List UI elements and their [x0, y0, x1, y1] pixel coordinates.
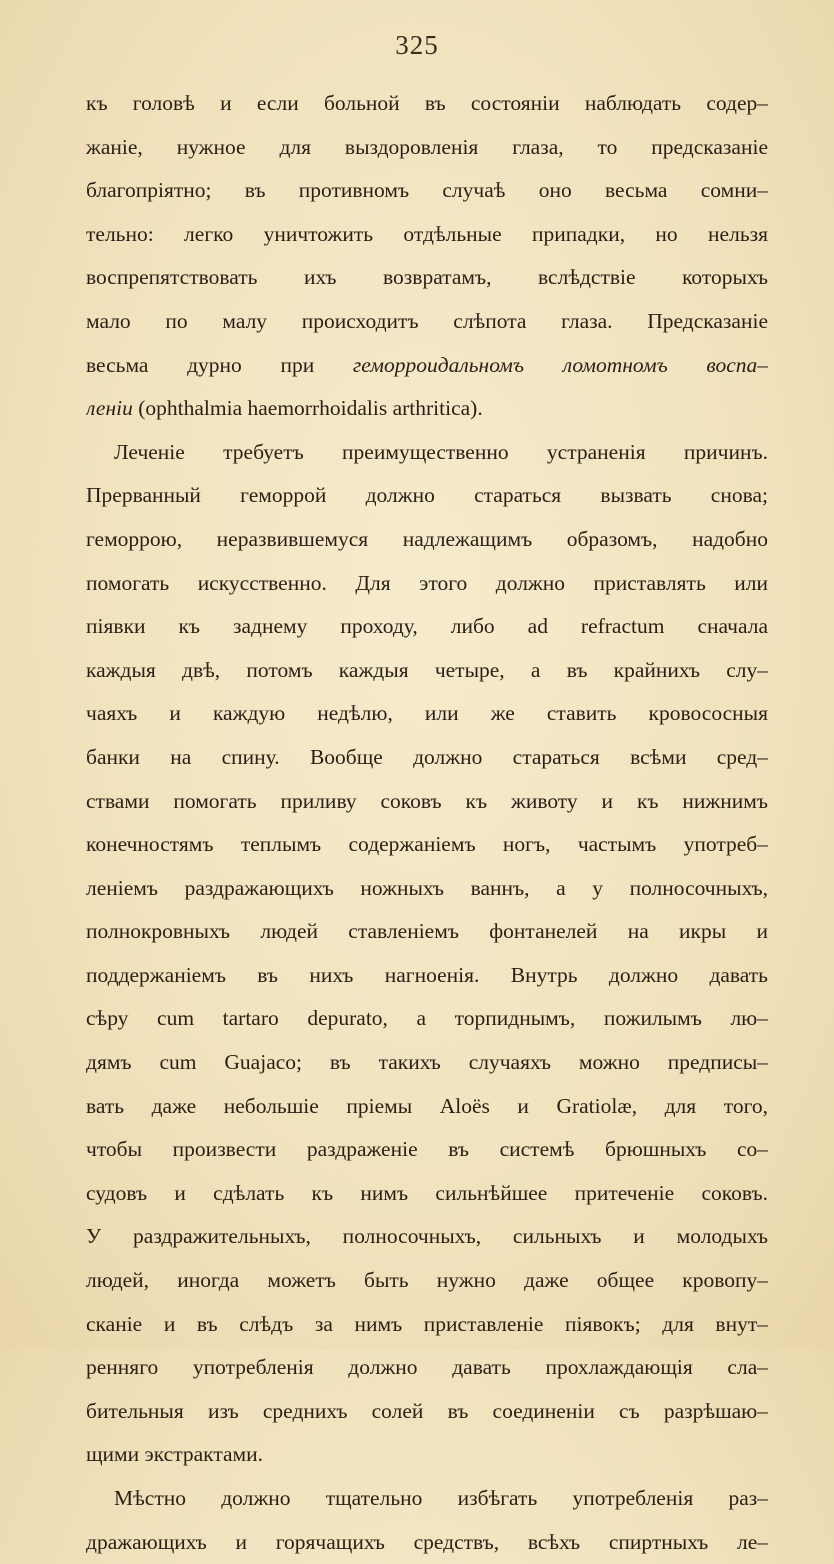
text-segment: бительныя изъ среднихъ солей въ соединеніи съ разрѣшаю– — [86, 1398, 768, 1423]
text-line — [86, 82, 768, 126]
text-line — [86, 1477, 768, 1521]
text-segment: леніемъ раздражающихъ ножныхъ ваннъ, а у полносочныхъ, — [86, 875, 768, 900]
text-segment: жаніе, нужное для выздоровленія глаза, то предсказаніе — [86, 134, 768, 159]
text-line — [86, 169, 768, 213]
text-line — [86, 736, 768, 780]
text-segment: ренняго употребленія должно давать прохлаждающія сла– — [86, 1355, 768, 1380]
text-segment: щими экстрактами. — [86, 1442, 264, 1467]
text-segment: Мѣстно должно тщательно избѣгать употребленія раз– — [114, 1486, 768, 1510]
text-segment: ствами помогать приливу соковъ къ животу и къ нижнимъ — [86, 788, 768, 813]
text-line — [86, 1259, 768, 1303]
text-segment: сѣру cum tartaro depurato, а торпиднымъ, пожилымъ лю– — [86, 1006, 768, 1031]
text-segment: чаяхъ и каждую недѣлю, или же ставить кровососныя — [86, 701, 768, 726]
text-segment: У раздражительныхъ, полносочныхъ, сильныхъ и молодыхъ — [86, 1224, 768, 1249]
text-segment: (ophthalmia haemorrhoidalis arthritica). — [132, 396, 483, 421]
text-segment: геморрою, неразвившемуся надлежащимъ образомъ, надобно — [86, 526, 768, 551]
text-line — [86, 1215, 768, 1259]
italic-text: леніи — [86, 396, 133, 421]
text-line — [86, 387, 768, 431]
text-line — [86, 562, 768, 606]
text-segment: мало по малу происходитъ слѣпота глаза. Предсказаніе — [86, 308, 768, 333]
text-segment: чтобы произвести раздраженіе въ системѣ брюшныхъ со– — [86, 1137, 768, 1162]
text-segment: полнокровныхъ людей ставленіемъ фонтанелей на икры и — [86, 919, 768, 944]
text-line — [86, 1303, 768, 1347]
text-segment: конечностямъ теплымъ содержаніемъ ногъ, частымъ употреб– — [86, 832, 768, 857]
text-segment: тельно: легко уничтожить отдѣльные припадки, но нельзя — [86, 221, 768, 246]
text-line — [86, 431, 768, 475]
italic-text: геморроидальномъ ломотномъ воспа– — [352, 352, 768, 377]
text-line — [86, 1041, 768, 1085]
text-segment: дямъ cum Guajaco; въ такихъ случаяхъ можно предписы– — [86, 1050, 768, 1075]
text-segment: поддержаніемъ въ нихъ нагноенія. Внутрь должно давать — [86, 962, 768, 987]
text-segment: вать даже небольшіе пріемы Aloës и Gratiolæ, для того, — [86, 1093, 768, 1118]
text-line — [86, 474, 768, 518]
text-line — [86, 910, 768, 954]
text-line — [86, 692, 768, 736]
text-line — [86, 1521, 768, 1564]
text-line — [86, 649, 768, 693]
text-line — [86, 823, 768, 867]
text-segment: воспрепятствовать ихъ возвратамъ, вслѣдствіе которыхъ — [86, 265, 768, 290]
text-line — [86, 300, 768, 344]
text-line — [86, 1128, 768, 1172]
text-segment: благопріятно; въ противномъ случаѣ оно весьма сомни– — [86, 178, 768, 203]
text-segment: піявки къ заднему проходу, либо ad refractum сначала — [86, 614, 768, 639]
body-text — [86, 82, 768, 1564]
text-line — [86, 1085, 768, 1129]
text-segment: Леченіе требуетъ преимущественно устраненія причинъ. — [114, 439, 768, 464]
text-line — [86, 1346, 768, 1390]
text-line — [86, 518, 768, 562]
text-segment: помогать искусственно. Для этого должно приставлять или — [86, 570, 768, 595]
text-segment: сканіе и въ слѣдъ за нимъ приставленіе піявокъ; для внут– — [86, 1311, 768, 1336]
page-number: 325 — [395, 30, 439, 60]
text-segment: судовъ и сдѣлать къ нимъ сильнѣйшее притеченіе соковъ. — [86, 1180, 768, 1205]
text-segment: банки на спину. Вообще должно стараться всѣми сред– — [86, 744, 768, 769]
text-line — [86, 867, 768, 911]
text-segment: людей, иногда можетъ быть нужно даже общее кровопу– — [86, 1268, 768, 1293]
text-line — [86, 780, 768, 824]
text-line — [86, 1390, 768, 1434]
text-line — [86, 954, 768, 998]
text-line — [86, 1433, 768, 1477]
text-line — [86, 344, 768, 388]
text-line — [86, 1172, 768, 1216]
text-line — [86, 256, 768, 300]
text-line — [86, 213, 768, 257]
text-line — [86, 126, 768, 170]
text-segment: дражающихъ и горячащихъ средствъ, всѣхъ спиртныхъ ле– — [86, 1529, 768, 1554]
text-line — [86, 997, 768, 1041]
text-segment: каждыя двѣ, потомъ каждыя четыре, а въ крайнихъ слу– — [86, 657, 768, 682]
text-segment: весьма дурно при — [86, 352, 353, 377]
text-segment: Прерванный геморрой должно стараться вызвать снова; — [86, 483, 768, 508]
text-segment: къ головѣ и если больной въ состояніи наблюдать содер– — [86, 91, 768, 115]
text-line — [86, 605, 768, 649]
